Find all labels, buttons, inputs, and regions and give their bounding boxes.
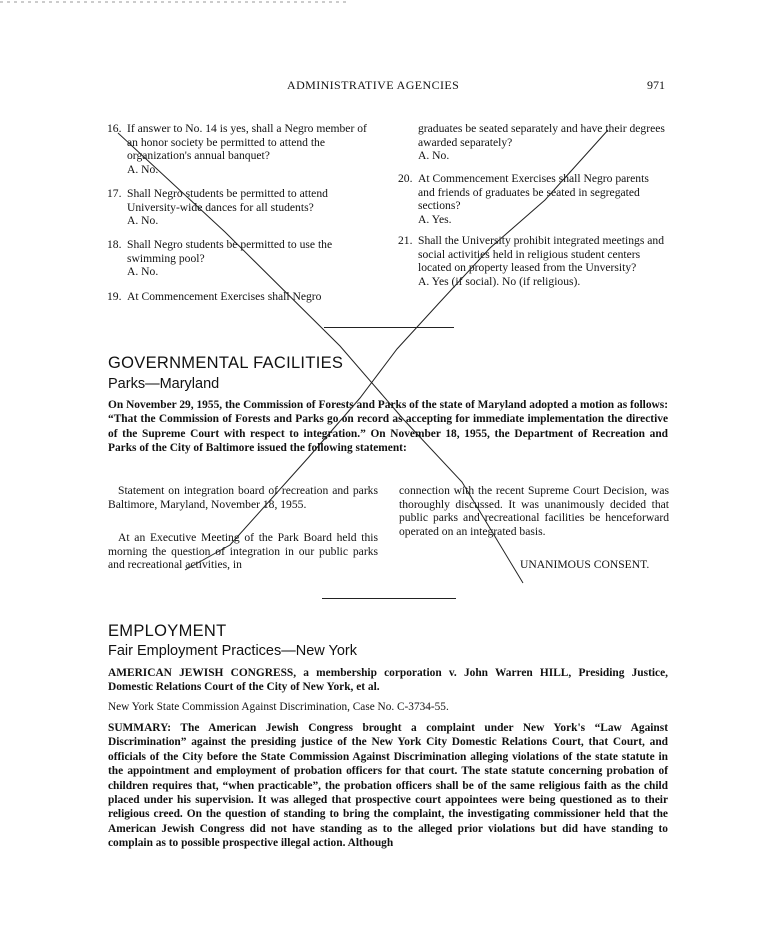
case-reference: New York State Commission Against Discrimination, Case No. C-3734-55.: [108, 701, 449, 713]
pen-stroke-diagonal: [185, 130, 608, 570]
page-number: 971: [647, 78, 665, 92]
question-number: 19.: [107, 290, 122, 303]
section-heading: EMPLOYMENT: [108, 622, 227, 640]
statement-header: Statement on integration board of recreation and parks Baltimore, Maryland, November 18, 1955.: [108, 484, 378, 511]
question-text: Shall the University prohibit integrated meetings and social activities held in religious student centers located on property leased from the Unversity?: [418, 234, 664, 274]
section-subheading: Parks—Maryland: [108, 376, 220, 392]
question-answer: A. Yes.: [418, 212, 452, 226]
intro-paragraph: On November 29, 1955, the Commission of Forests and Parks of the state of Maryland adopted a motion as follows: “That the Commission of Forests and Parks go on record as accepting for immediate implementation the directive of the Supreme Court with respect to integration.” On November 18, 1955, the Department of Recreation and Parks of the City of Baltimore issued the following statement:: [108, 399, 668, 454]
question-number: 20.: [398, 172, 413, 185]
question-answer: A. No.: [127, 162, 159, 176]
question-text: At Commencement Exercises shall Negro parents and friends of graduates be seated in segregated sections?: [418, 172, 649, 212]
question-number: 21.: [398, 234, 413, 247]
section-subheading: Fair Employment Practices—New York: [108, 643, 357, 659]
question-number: 16.: [107, 122, 122, 135]
case-title: AMERICAN JEWISH CONGRESS, a membership corporation v. John Warren HILL, Presiding Justice, Domestic Relations Court of the City of New York, et al.: [108, 667, 668, 694]
section-heading: GOVERNMENTAL FACILITIES: [108, 354, 344, 372]
running-header: ADMINISTRATIVE AGENCIES: [287, 78, 460, 92]
question-answer: A. No.: [418, 149, 450, 162]
question-number: 18.: [107, 238, 122, 251]
question-text: Shall Negro students be permitted to use the swimming pool?: [127, 238, 333, 265]
question-answer: A. No.: [127, 265, 159, 278]
statement-body-right: connection with the recent Supreme Court Decision, was thoroughly discussed. It was unanimously decided that public parks and recreational facilities be henceforward operated on an integrated basis.: [399, 484, 669, 538]
statement-body-left: At an Executive Meeting of the Park Board held this morning the question of integration in our public parks and recreational activities, in: [108, 531, 378, 571]
pen-stroke-diagonal: [118, 133, 523, 583]
question-text: graduates be seated separately and have their degrees awarded separately?: [418, 122, 665, 149]
question-answer: A. Yes (if social). No (if religious).: [418, 274, 581, 288]
consent-line: UNANIMOUS CONSENT.: [520, 558, 650, 571]
question-text: At Commencement Exercises shall Negro: [127, 290, 322, 303]
question-number: 17.: [107, 187, 122, 200]
question-text: Shall Negro students be permitted to attend University-wide dances for all students?: [127, 187, 328, 214]
question-answer: A. No.: [127, 214, 159, 227]
question-text: If answer to No. 14 is yes, shall a Negro member of an honor society be permitted to attend the organization's annual banquet?: [127, 122, 367, 162]
case-summary: SUMMARY: The American Jewish Congress brought a complaint under New York's “Law Against Discrimination” against the presiding justice of the New York City Domestic Relations Court, that Court, and officials of the City before the State Commission Against Discrimination alleging violations of the state statute in the appointment and employment of probation officers for that court. The state statute concerning probation of children requires that, “when practicable”, the probation officers shall be of the same religious faith as the child placed under his supervision. It was alleged that prospective court appointees were being questioned as to their religious creed. On the question of standing to bring the complaint, the investigating commissioner held that the American Jewish Congress did not have standing as to the alleged prior violations but did have standing to complain as to possible prospective illegal action. Although: [108, 722, 668, 850]
